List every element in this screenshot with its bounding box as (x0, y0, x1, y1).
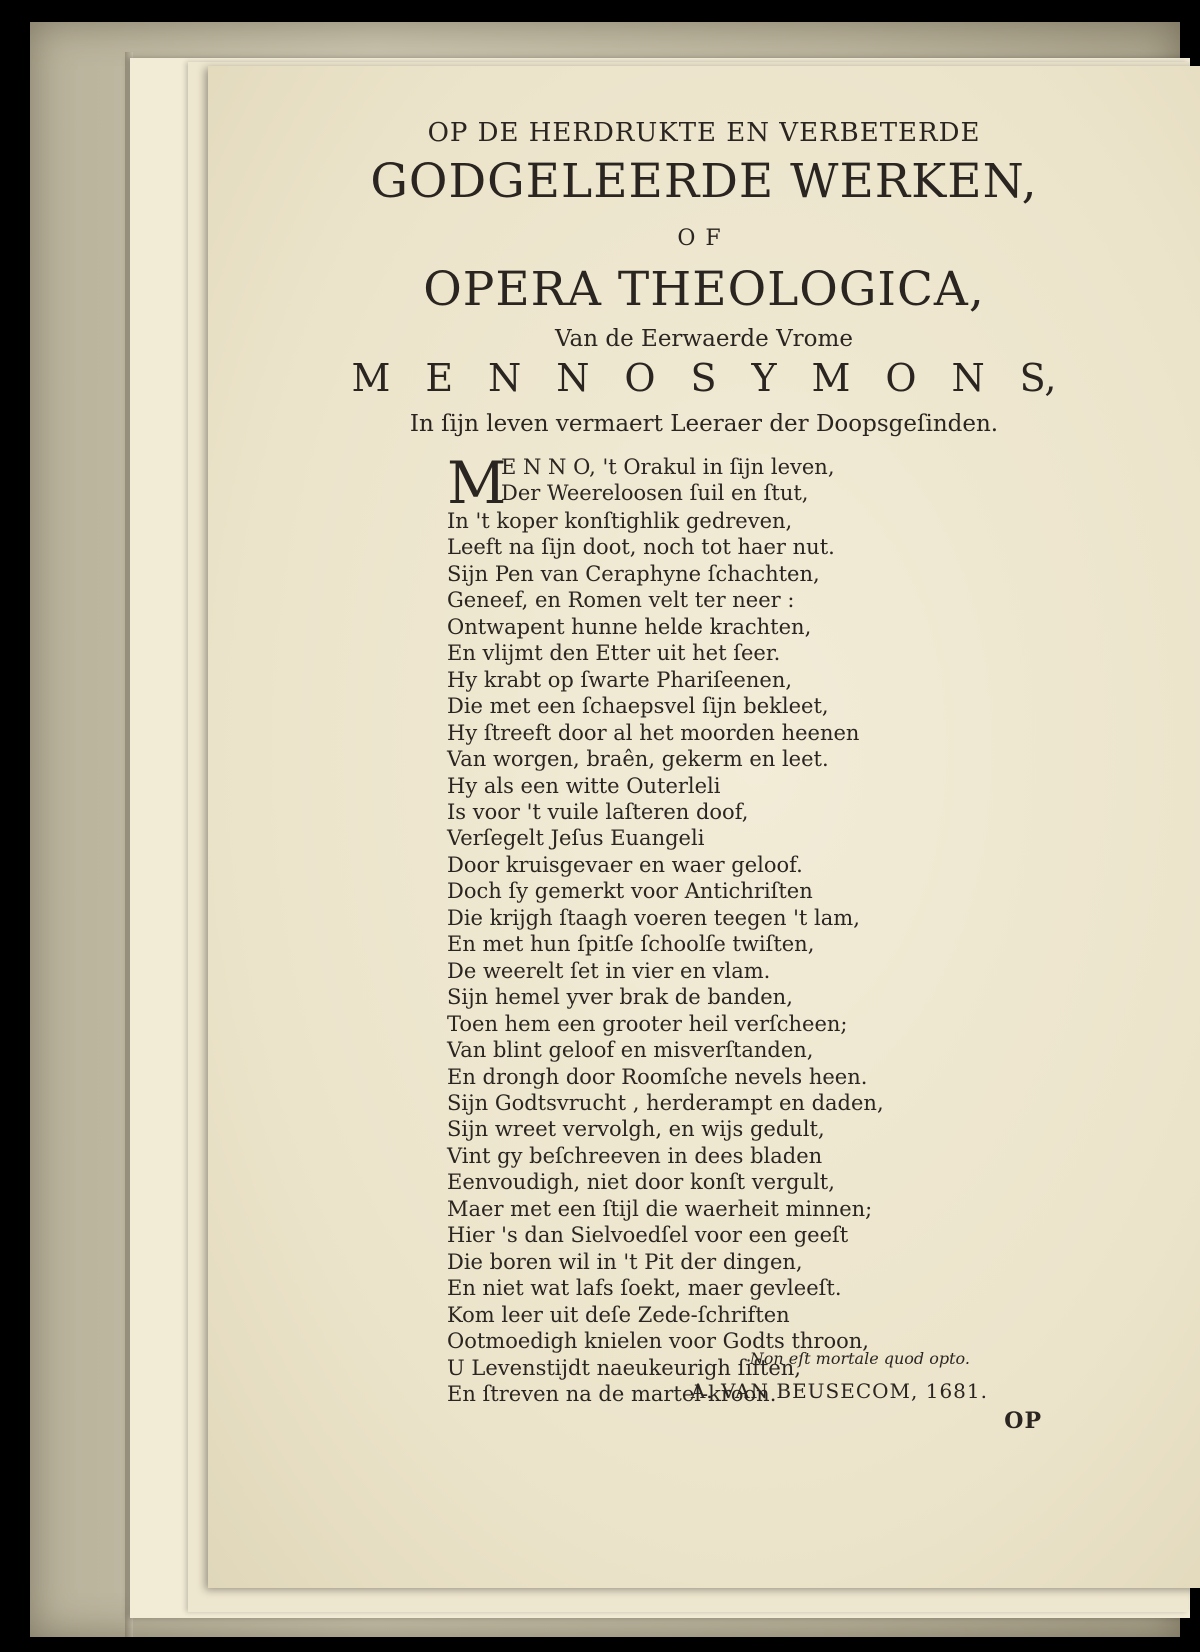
poem-body (447, 508, 967, 1407)
poem-line: En drongh door Roomſche nevels heen. (447, 1064, 868, 1089)
name-letter: M (351, 356, 391, 400)
poem-line: E N N O, 't Orakul in ſijn leven, (501, 455, 835, 479)
poem-line: Der Weereloosen ſuil en ſtut, (501, 481, 809, 506)
poem-line: Leeft na ſijn doot, noch tot haer nut. (447, 535, 835, 560)
name-letter: M (811, 356, 851, 400)
poem-line: Van blint geloof en misverſtanden, (447, 1038, 814, 1063)
title-line-1: OP DE HERDRUKTE EN VERBETERDE (427, 118, 981, 148)
title-line-4: OPERA THEOLOGICA, (423, 262, 985, 317)
title-line-2: GODGELEERDE WERKEN, (370, 154, 1038, 209)
poem-line: Verſegelt Jeſus Euangeli (447, 826, 705, 851)
poem-line: En vlijmt den Etter uit het ſeer. (447, 641, 781, 666)
poem-line: Die krijgh ſtaagh voeren teegen 't lam, (447, 905, 860, 930)
poem-line: Is voor 't vuile laſteren doof, (447, 799, 749, 824)
poem-line: Ontwapent hunne helde krachten, (447, 614, 812, 639)
poem-line: En met hun ſpitſe ſchoolſe twiſten, (447, 932, 815, 957)
poem-line: Sijn Pen van Ceraphyne ſchachten, (447, 561, 820, 586)
book-page (208, 66, 1200, 1588)
motto: Non eſt mortale quod opto. (749, 1349, 970, 1368)
name-letter: O (885, 356, 917, 400)
poem-line: Hy ſtreeft door al het moorden heenen (447, 720, 860, 745)
name-letter: N (556, 356, 590, 400)
poem-line: Ootmoedigh knielen voor Godts throon, (447, 1329, 869, 1354)
poem-opening-lines (501, 454, 967, 508)
drop-cap: M (447, 449, 507, 517)
poem-line: Eenvoudigh, niet door konſt vergult, (447, 1170, 835, 1195)
poem-line: Hy krabt op ſwarte Phariſeenen, (447, 667, 793, 692)
poem (447, 449, 967, 1407)
name-letter: S (690, 356, 717, 400)
poem-line: Sijn Godtsvrucht , herderampt en daden, (447, 1090, 884, 1115)
name-letter: N (951, 356, 985, 400)
poem-line: Kom leer uit deſe Zede-ſchriften (447, 1302, 790, 1327)
name-letter: E (425, 356, 454, 400)
poem-line: Doch ſy gemerkt voor Antichriſten (447, 879, 813, 904)
title-line-7: In ſijn leven vermaert Leeraer der Doopsgeſinden. (409, 411, 999, 437)
poem-line: Vint gy beſchreeven in dees bladen (447, 1143, 823, 1168)
poem-line: Sijn wreet vervolgh, en wijs gedult, (447, 1117, 825, 1142)
name-letter: O (624, 356, 656, 400)
name-letter: S, (1019, 356, 1057, 400)
poem-line: Maer met een ſtijl die waerheit minnen; (447, 1196, 873, 1221)
poem-line: Geneef, en Romen velt ter neer : (447, 588, 795, 613)
poem-line: In 't koper konſtighlik gedreven, (447, 509, 793, 533)
catchword: OP (1004, 1408, 1042, 1434)
poem-line: En niet wat lafs ſoekt, maer gevleeſt. (447, 1276, 842, 1301)
name-letter: N (488, 356, 522, 400)
poem-line: Door kruisgevaer en waer geloof. (447, 852, 803, 877)
title-line-6 (208, 356, 1200, 400)
author-signature: A. VAN BEUSECOM, 1681. (690, 1379, 988, 1403)
poem-line: De weerelt ſet in vier en vlam. (447, 958, 771, 983)
poem-line: Die met een ſchaepsvel ſijn bekleet, (447, 694, 829, 719)
poem-line: Hier 's dan Sielvoedſel voor een geeſt (447, 1223, 849, 1248)
poem-line: Die boren wil in 't Pit der dingen, (447, 1249, 803, 1274)
poem-line: U Levenstijdt naeukeurigh ſiften, (447, 1355, 801, 1380)
title-line-3: OF (677, 226, 731, 251)
name-letter: Y (751, 356, 777, 400)
poem-line: Sijn hemel yver brak de banden, (447, 985, 793, 1010)
title-line-5: Van de Eerwaerde Vrome (555, 326, 853, 352)
poem-line: Hy als een witte Outerleli (447, 773, 721, 798)
poem-line: Toen hem een grooter heil verſcheen; (447, 1011, 848, 1036)
poem-opening (447, 449, 967, 517)
poem-line: Van worgen, braên, gekerm en leet. (447, 747, 829, 772)
poem-line: En ſtreven na de martel-kroon. (447, 1381, 777, 1406)
